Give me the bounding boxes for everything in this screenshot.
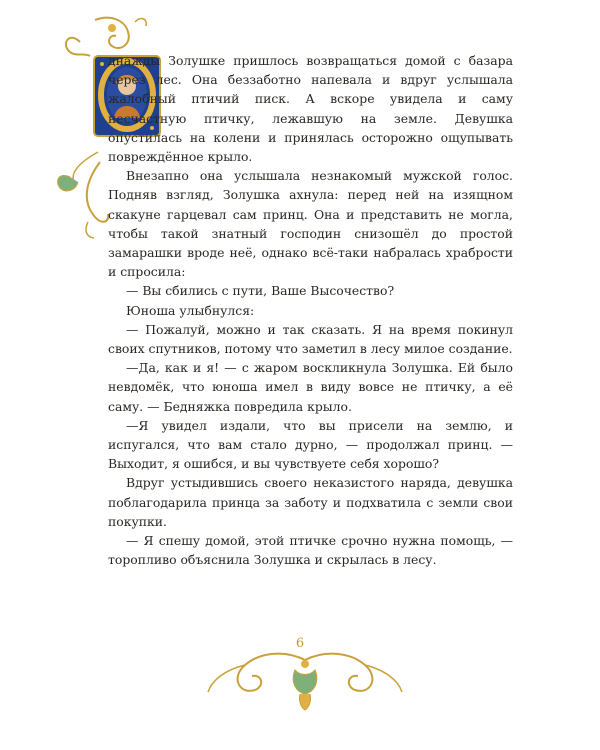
paragraph-1: днажды Золушке пришлось возвращаться домой с базара через лес. Она беззаботно напевала и вдруг услышала жалобный птичий писк. А вскоре увидела и саму несчастную птичку, лежавшую на земле. Девушка опустилась на колени и принялась осторожно ощупывать повреждённое крыло. [108, 53, 513, 165]
bottom-flourish-ornament [200, 640, 410, 715]
paragraph-9: — Я спешу домой, этой птичке срочно нужна помощь, — торопливо объяснила Золушка и скрылась в лесу. [108, 533, 513, 568]
paragraph-5: — Пожалуй, можно и так сказать. Я на время покинул своих спутников, потому что заметил в лесу милое создание. [108, 321, 513, 357]
story-text [108, 51, 513, 569]
paragraph-3: — Вы сбились с пути, Ваше Высочество? [126, 283, 395, 299]
paragraph-6: —Да, как и я! — с жаром воскликнула Золушка. Ей было невдомёк, что юноша имел в виду вовсе не птичку, а её саму. — Бедняжка повредила крыло. [108, 360, 513, 414]
page-number: 6 [295, 636, 305, 651]
paragraph-2: Внезапно она услышала незнакомый мужской голос. Подняв взгляд, Золушка ахнула: перед ней на изящном скакуне гарцевал сам принц. Она и представить не могла, чтобы такой знатный господин снизошёл до простой замарашки вроде неё, однако всё-таки набралась храбрости и спросила: [108, 168, 513, 280]
paragraph-8: Вдруг устыдившись своего неказистого наряда, девушка поблагодарила принца за заботу и подхватила с земли свои покупки. [108, 475, 513, 529]
paragraph-7: —Я увидел издали, что вы присели на землю, и испугался, что вам стало дурно, — продолжал принц. — Выходит, я ошибся, и вы чувствуете себя хорошо? [108, 417, 513, 472]
paragraph-4: Юноша улыбнулся: [126, 302, 255, 318]
